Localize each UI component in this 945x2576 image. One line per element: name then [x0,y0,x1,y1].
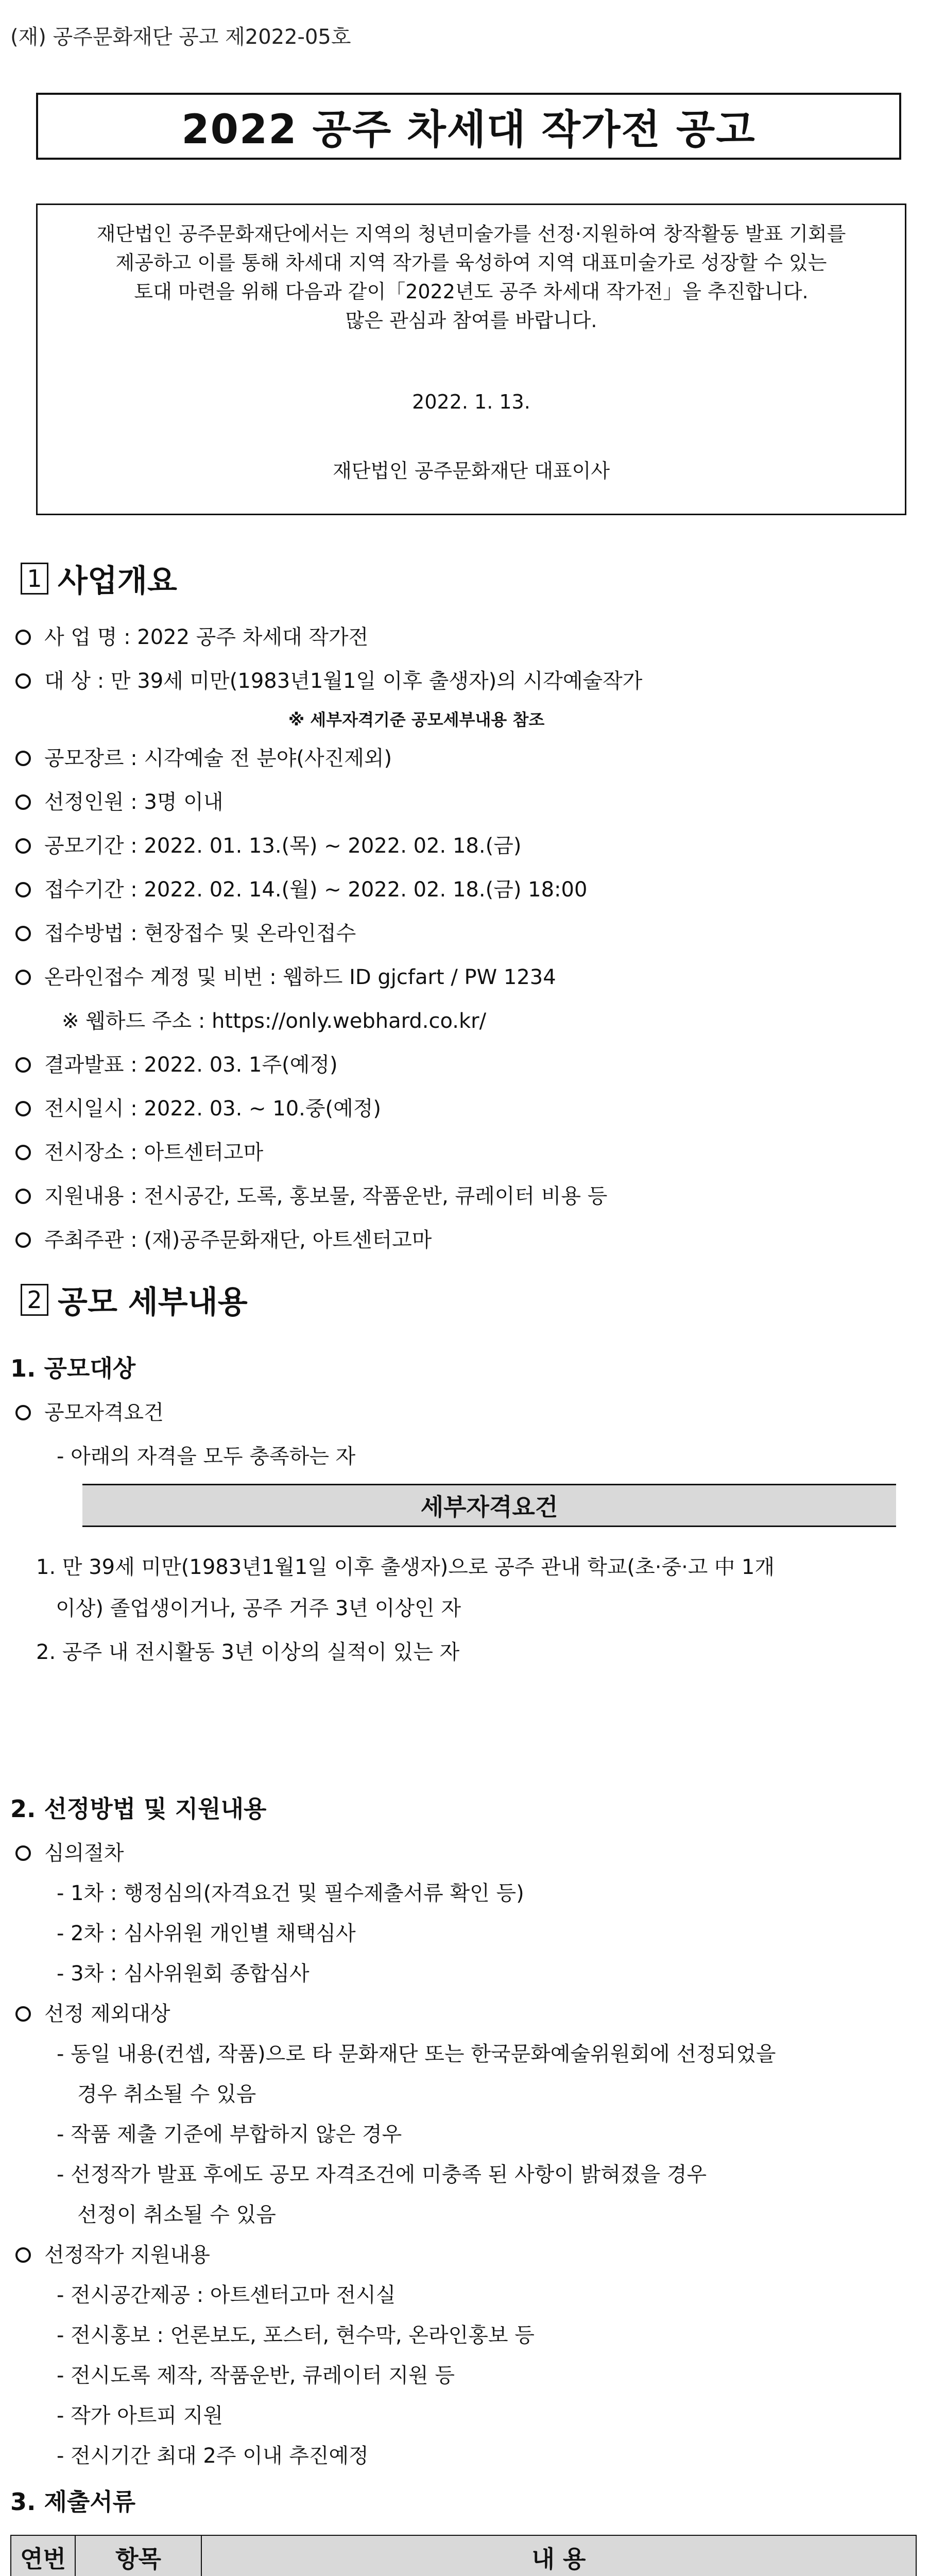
intro-line: 토대 마련을 위해 다음과 같이「2022년도 공주 차세대 작가전」을 추진합니다. [134,280,809,303]
intro-box [36,204,906,515]
selection-subitem: - 선정작가 발표 후에도 공모 자격조건에 미충족 된 사항이 밝혀졌을 경우 [57,2163,707,2187]
overview-item: 접수기간 : 2022. 02. 14.(월) ~ 2022. 02. 18.(금) 18:00 [15,873,587,903]
target-note: ※ 세부자격기준 공모세부내용 참조 [288,710,545,730]
circle-bullet-icon [15,1845,31,1861]
overview-item: 사 업 명 : 2022 공주 차세대 작가전 [15,621,368,650]
column-header: 항목 [75,2535,201,2576]
selection-item: 선정작가 지원내용 [15,2239,210,2268]
circle-bullet-icon [15,1405,31,1420]
selection-item: 선정 제외대상 [15,1997,170,2027]
overview-item: 결과발표 : 2022. 03. 1주(예정) [15,1048,338,1078]
overview-item: 전시장소 : 아트센터고마 [15,1136,263,1165]
requirement-line: 이상) 졸업생이거나, 공주 거주 3년 이상인 자 [36,1597,461,1620]
circle-bullet-icon [15,970,31,985]
section-2-title [21,1278,248,1322]
circle-bullet-icon [15,2247,31,2263]
selection-item: 심의절차 [15,1837,124,1866]
selection-subitem: - 전시홍보 : 언론보도, 포스터, 현수막, 온라인홍보 등 [57,2324,535,2347]
circle-bullet-icon [15,794,31,810]
circle-bullet-icon [15,630,31,645]
circle-bullet-icon [15,926,31,941]
section-number: 1 [21,563,48,595]
eligibility-sub: - 아래의 자격을 모두 충족하는 자 [57,1445,356,1468]
overview-item: 공모기간 : 2022. 01. 13.(목) ~ 2022. 02. 18.(금) [15,829,521,859]
intro-line: 많은 관심과 참여를 바랍니다. [345,309,597,332]
notice-number: (재) 공주문화재단 공고 제2022-05호 [10,25,351,49]
title-box [36,93,901,160]
intro-line: 제공하고 이를 통해 차세대 지역 작가를 육성하여 지역 대표미술가로 성장할 수 있는 [115,251,827,274]
page-title: 2022 공주 차세대 작가전 공고 [181,107,756,153]
selection-continuation: 선정이 취소될 수 있음 [77,2203,276,2227]
section-number: 2 [21,1284,48,1316]
circle-bullet-icon [15,673,31,689]
eligibility-item: 공모자격요건 [15,1396,164,1426]
overview-item: 온라인접수 계정 및 비번 : 웹하드 ID gjcfart / PW 1234 [15,961,556,990]
circle-bullet-icon [15,882,31,897]
selection-subitem: - 3차 : 심사위원회 종합심사 [57,1962,310,1986]
subsection-heading: 3. 제출서류 [10,2488,136,2516]
section-1-heading: 사업개요 [58,563,177,599]
column-header: 내 용 [201,2535,916,2576]
overview-item: 전시일시 : 2022. 03. ~ 10.중(예정) [15,1092,381,1122]
requirements-header: 세부자격요건 [82,1484,896,1527]
selection-subitem: - 작품 제출 기준에 부합하지 않은 경우 [57,2123,402,2146]
selection-subitem: - 전시기간 최대 2주 이내 추진예정 [57,2444,369,2468]
column-header: 연번 [11,2535,75,2576]
intro-date: 2022. 1. 13. [412,391,530,413]
overview-item: 주최주관 : (재)공주문화재단, 아트센터고마 [15,1224,432,1253]
circle-bullet-icon [15,1057,31,1073]
documents-table [10,2535,917,2576]
circle-bullet-icon [15,838,31,854]
overview-item: 지원내용 : 전시공간, 도록, 홍보물, 작품운반, 큐레이터 비용 등 [15,1180,607,1209]
selection-subitem: - 1차 : 행정심의(자격요건 및 필수제출서류 확인 등) [57,1882,524,1905]
section-1-title [21,556,177,601]
circle-bullet-icon [15,2006,31,2022]
webhard-note: ※ 웹하드 주소 : https://only.webhard.co.kr/ [62,1009,487,1033]
overview-item: 접수방법 : 현장접수 및 온라인접수 [15,917,356,946]
table-header-row [11,2535,916,2576]
selection-subitem: - 2차 : 심사위원 개인별 채택심사 [57,1922,356,1945]
overview-item: 선정인원 : 3명 이내 [15,786,224,815]
subsection-heading: 1. 공모대상 [10,1354,136,1382]
overview-item: 공모장르 : 시각예술 전 분야(사진제외) [15,742,392,771]
circle-bullet-icon [15,1101,31,1116]
circle-bullet-icon [15,1189,31,1204]
circle-bullet-icon [15,1145,31,1160]
overview-item: 대 상 : 만 39세 미만(1983년1월1일 이후 출생자)의 시각예술작가 [15,665,642,694]
requirement-line: 2. 공주 내 전시활동 3년 이상의 실적이 있는 자 [36,1640,460,1664]
subsection-heading: 2. 선정방법 및 지원내용 [10,1795,267,1823]
circle-bullet-icon [15,1232,31,1248]
selection-subitem: - 전시공간제공 : 아트센터고마 전시실 [57,2283,396,2307]
intro-signature: 재단법인 공주문화재단 대표이사 [332,460,610,482]
intro-line: 재단법인 공주문화재단에서는 지역의 청년미술가를 선정·지원하여 창작활동 발표 기회를 [96,223,846,245]
selection-subitem: - 전시도록 제작, 작품운반, 큐레이터 지원 등 [57,2364,455,2387]
section-2-heading: 공모 세부내용 [58,1284,248,1320]
selection-subitem: - 작가 아트피 지원 [57,2404,224,2428]
requirement-line: 1. 만 39세 미만(1983년1월1일 이후 출생자)으로 공주 관내 학교(초·중·고 中 1개 [36,1555,775,1579]
selection-subitem: - 동일 내용(컨셉, 작품)으로 타 문화재단 또는 한국문화예술위원회에 선정되었을 [57,2042,776,2066]
circle-bullet-icon [15,751,31,766]
selection-continuation: 경우 취소될 수 있음 [77,2082,256,2106]
